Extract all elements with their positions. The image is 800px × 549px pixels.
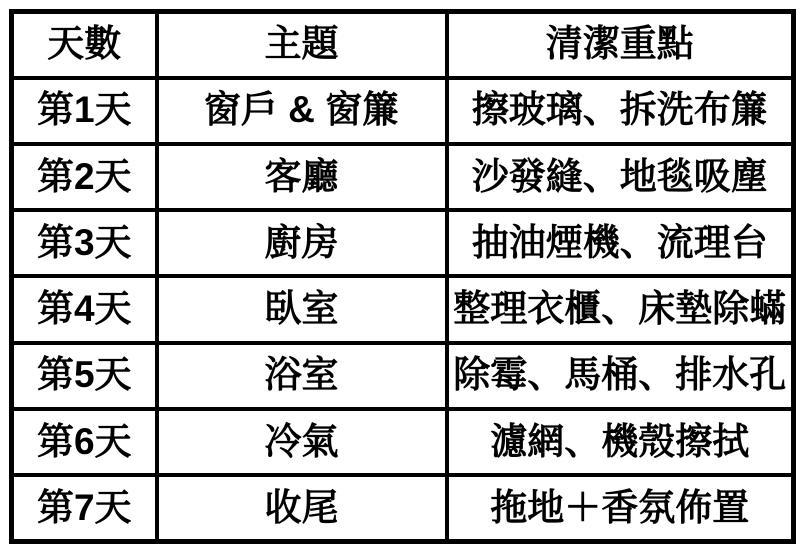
cell-day: 第6天 [12, 409, 157, 475]
cleaning-schedule-table [9, 9, 796, 544]
cell-focus: 整理衣櫃、床墊除蟎 [447, 276, 794, 342]
header-row [12, 12, 794, 78]
table-row [12, 78, 794, 144]
header-cell-theme: 主題 [157, 12, 447, 78]
cell-theme: 廚房 [157, 210, 447, 276]
cell-theme: 窗戶 & 窗簾 [157, 78, 447, 144]
cell-focus: 除霉、馬桶、排水孔 [447, 343, 794, 409]
cell-day: 第4天 [12, 276, 157, 342]
table-row [12, 210, 794, 276]
cell-day: 第7天 [12, 475, 157, 541]
cell-focus: 抽油煙機、流理台 [447, 210, 794, 276]
header-cell-days: 天數 [12, 12, 157, 78]
header-cell-focus: 清潔重點 [447, 12, 794, 78]
cell-focus: 拖地＋香氛佈置 [447, 475, 794, 541]
cell-theme: 收尾 [157, 475, 447, 541]
cell-day: 第2天 [12, 144, 157, 210]
table-row [12, 276, 794, 342]
cell-theme: 臥室 [157, 276, 447, 342]
table-row [12, 144, 794, 210]
table-row [12, 409, 794, 475]
cell-focus: 濾網、機殼擦拭 [447, 409, 794, 475]
cell-theme: 客廳 [157, 144, 447, 210]
table-row [12, 475, 794, 541]
cell-day: 第3天 [12, 210, 157, 276]
cell-theme: 冷氣 [157, 409, 447, 475]
cell-focus: 沙發縫、地毯吸塵 [447, 144, 794, 210]
table-body [12, 78, 794, 542]
cell-focus: 擦玻璃、拆洗布簾 [447, 78, 794, 144]
table-row [12, 343, 794, 409]
cell-theme: 浴室 [157, 343, 447, 409]
cell-day: 第5天 [12, 343, 157, 409]
cell-day: 第1天 [12, 78, 157, 144]
